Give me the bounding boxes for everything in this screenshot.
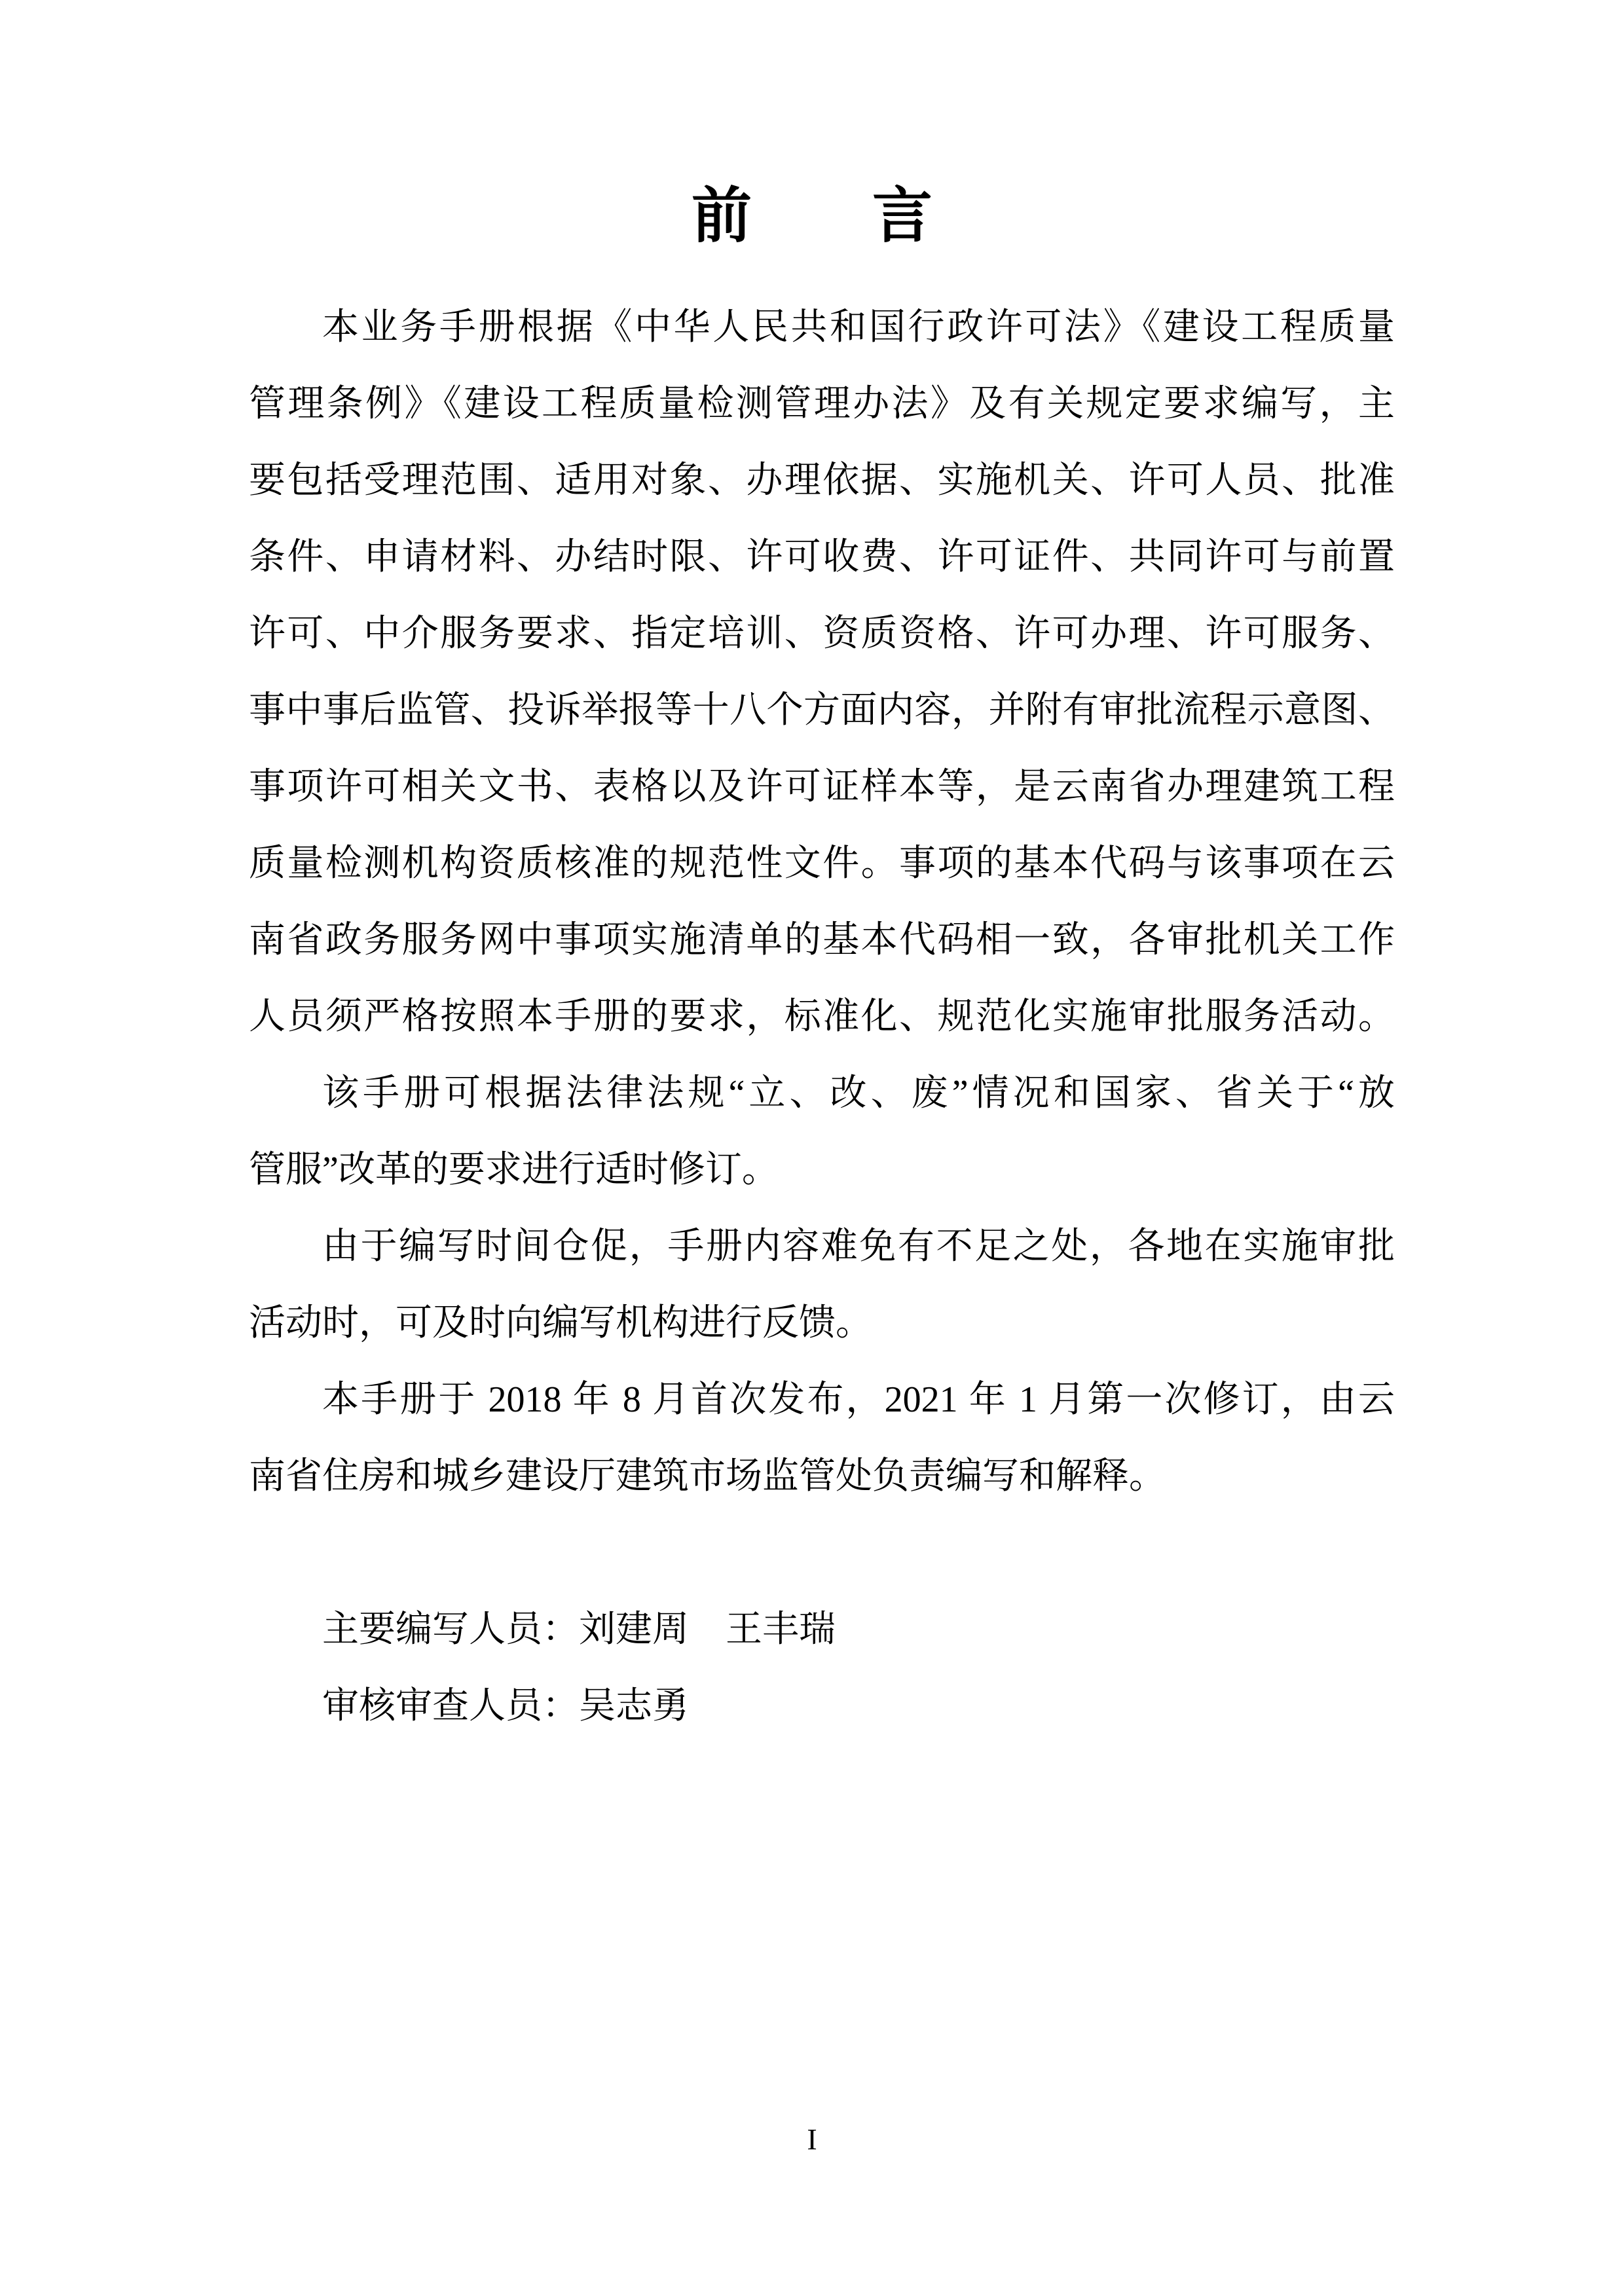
body-text-line: 管理条例》《建设工程质量检测管理办法》及有关规定要求编写，主 xyxy=(249,384,1395,424)
body-text-line: 事中事后监管、投诉举报等十八个方面内容，并附有审批流程示意图、 xyxy=(249,690,1395,731)
body-text-line: 事项许可相关文书、表格以及许可证样本等，是云南省办理建筑工程 xyxy=(249,767,1395,807)
body-text-line: 管服”改革的要求进行适时修订。 xyxy=(249,1150,779,1190)
body-text-line: 本手册于 2018 年 8 月首次发布，2021 年 1 月第一次修订，由云 xyxy=(322,1379,1395,1420)
credit-line: 主要编写人员：刘建周 王丰瑞 xyxy=(322,1609,836,1650)
body-text-line: 活动时，可及时向编写机构进行反馈。 xyxy=(249,1303,872,1343)
body-text-line: 条件、申请材料、办结时限、许可收费、许可证件、共同许可与前置 xyxy=(249,537,1395,577)
body-text-line: 本业务手册根据《中华人民共和国行政许可法》《建设工程质量 xyxy=(322,307,1395,348)
body-text-line: 人员须严格按照本手册的要求，标准化、规范化实施审批服务活动。 xyxy=(249,996,1395,1037)
credit-line: 审核审查人员：吴志勇 xyxy=(322,1686,689,1726)
body-text-line: 由于编写时间仓促，手册内容难免有不足之处，各地在实施审批 xyxy=(322,1226,1395,1267)
document-body xyxy=(249,289,1395,1515)
body-text-line: 质量检测机构资质核准的规范性文件。事项的基本代码与该事项在云 xyxy=(249,843,1395,884)
body-text-line: 南省政务服务网中事项实施清单的基本代码相一致，各审批机关工作 xyxy=(249,920,1395,960)
page-number: I xyxy=(807,2123,817,2156)
page-title: 前 言 xyxy=(691,183,932,249)
body-text-line: 要包括受理范围、适用对象、办理依据、实施机关、许可人员、批准 xyxy=(249,460,1395,501)
body-text-line: 该手册可根据法律法规“立、改、废”情况和国家、省关于“放 xyxy=(322,1073,1395,1114)
body-text-line: 南省住房和城乡建设厅建筑市场监管处负责编写和解释。 xyxy=(249,1456,1166,1497)
credits-block xyxy=(249,1592,1395,1745)
body-text-line: 许可、中介服务要求、指定培训、资质资格、许可办理、许可服务、 xyxy=(249,613,1395,654)
